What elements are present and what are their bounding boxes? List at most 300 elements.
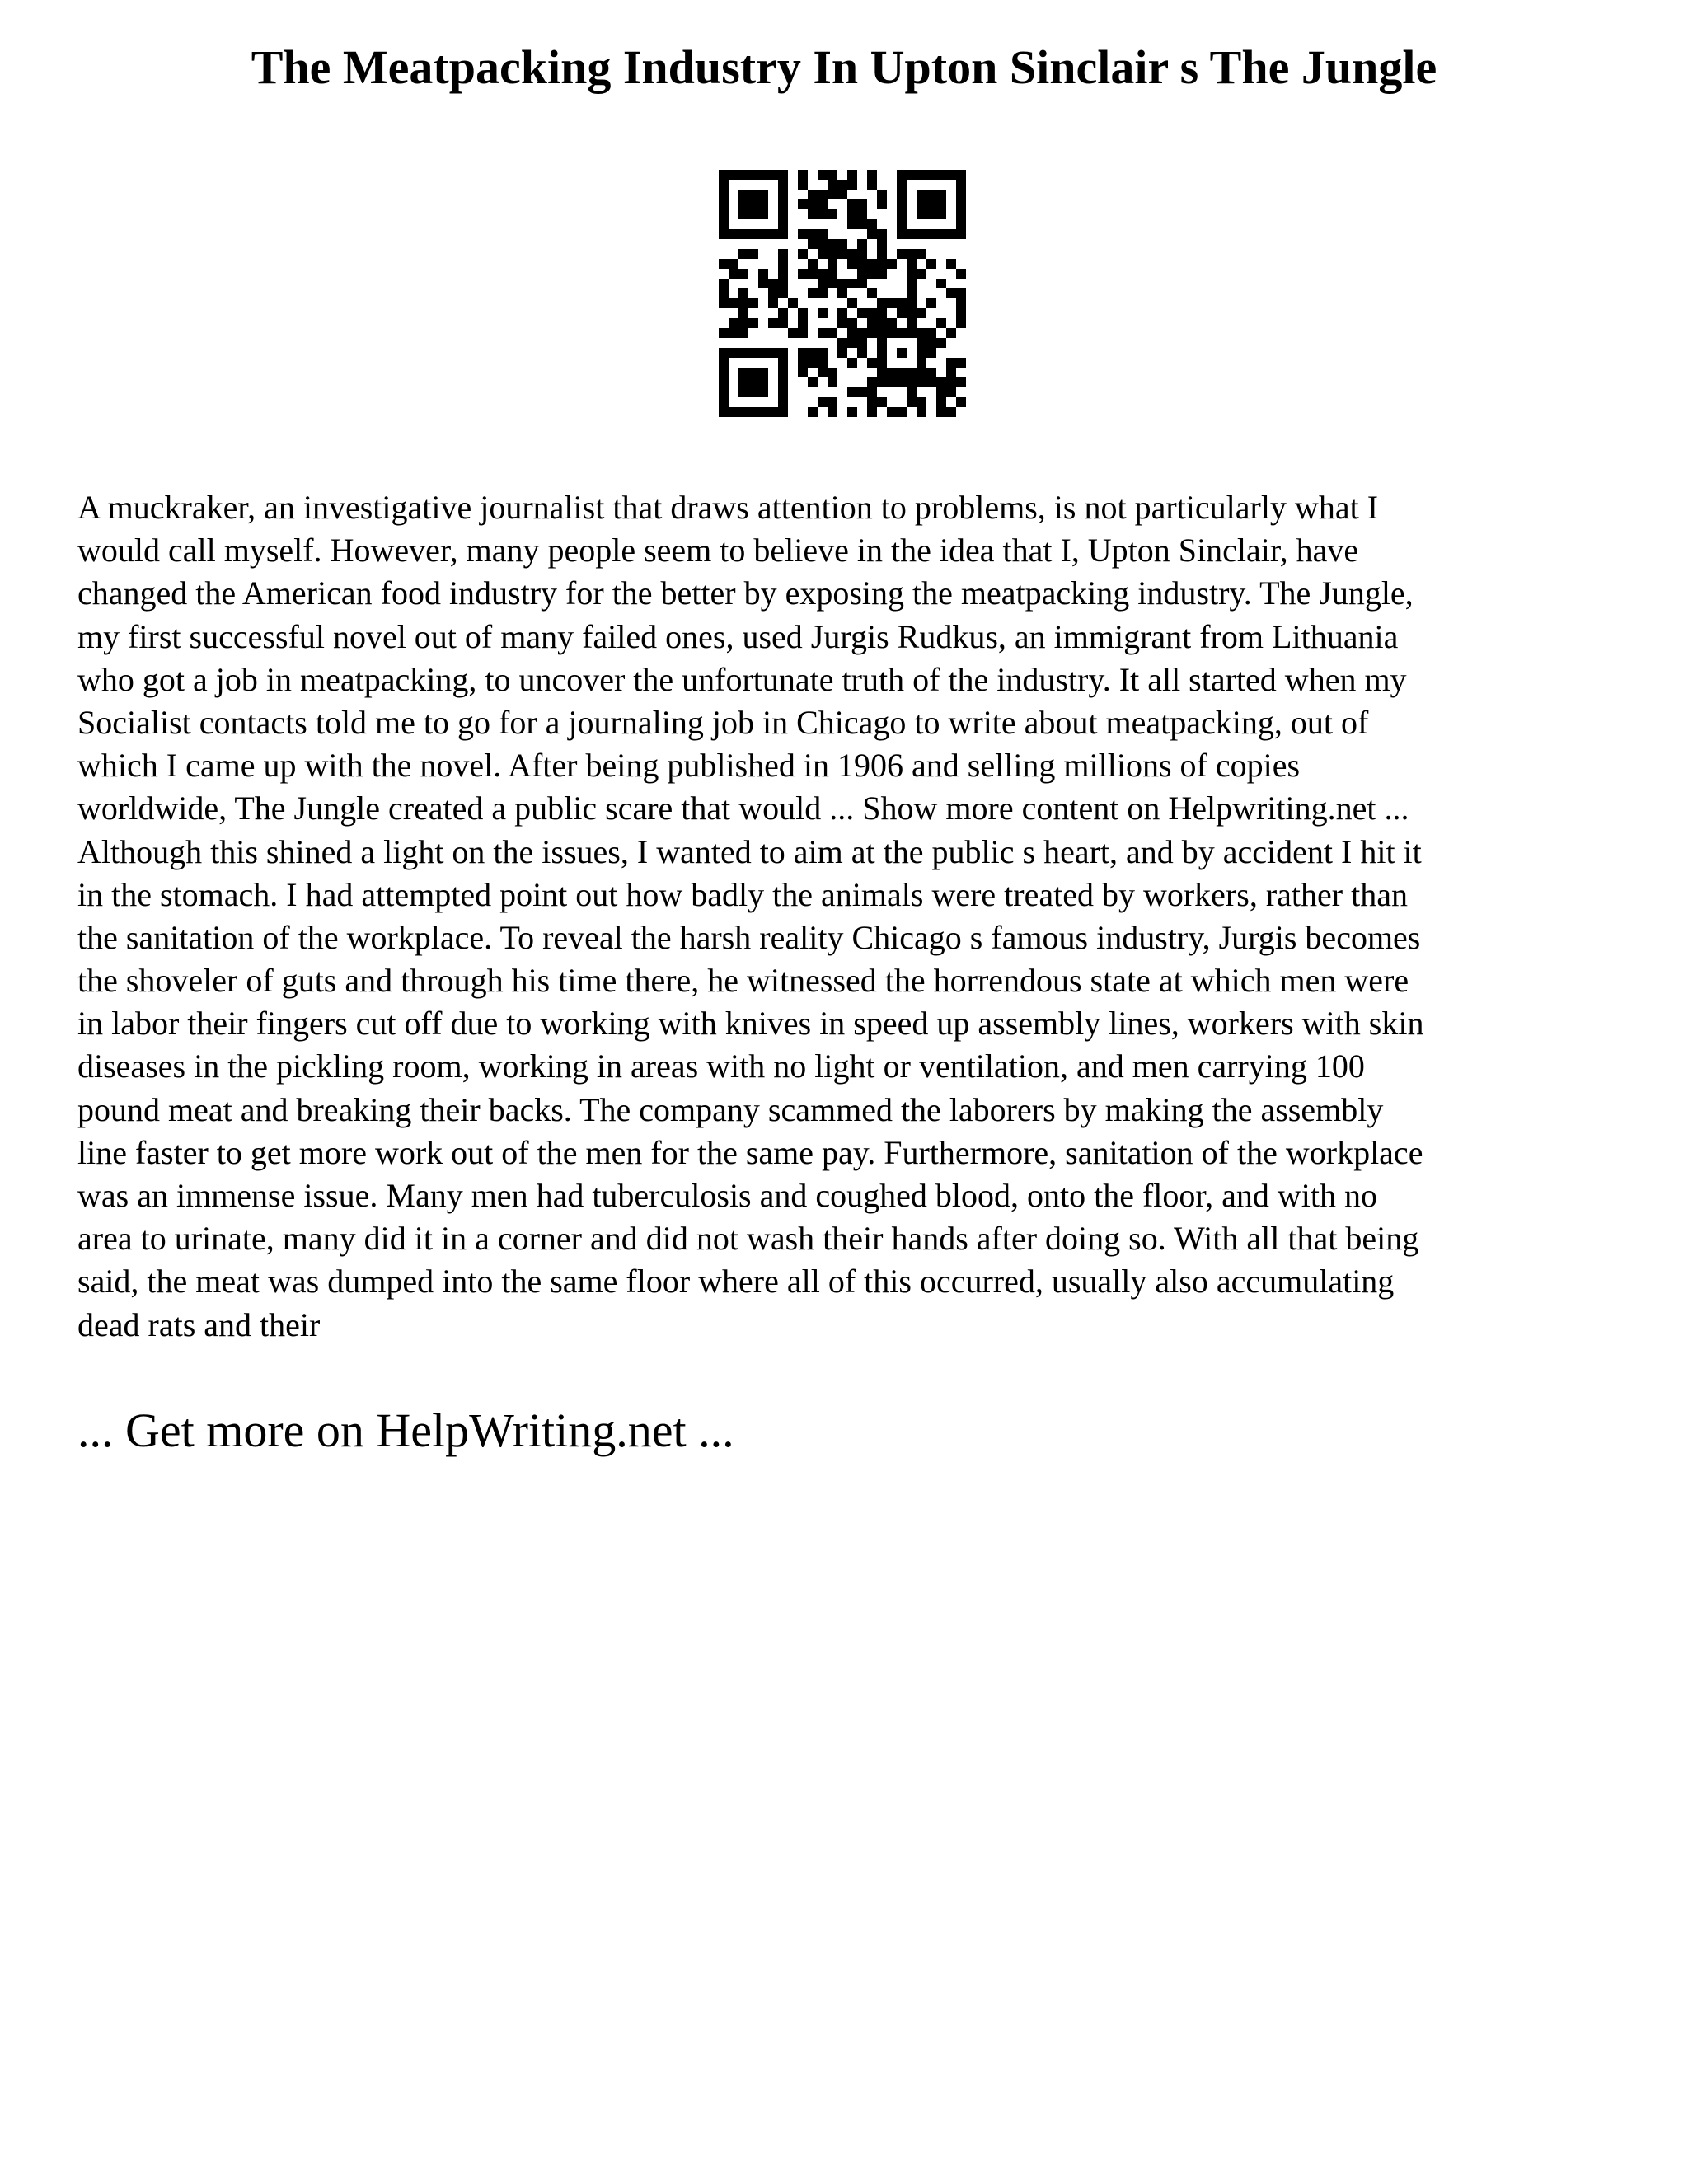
qr-module bbox=[738, 368, 748, 377]
qr-module bbox=[798, 358, 808, 368]
qr-module bbox=[956, 209, 966, 219]
qr-module bbox=[897, 348, 907, 358]
qr-module bbox=[758, 387, 768, 397]
qr-module bbox=[818, 190, 828, 199]
qr-module bbox=[877, 318, 887, 328]
qr-module bbox=[956, 269, 966, 279]
qr-module bbox=[956, 229, 966, 239]
qr-module bbox=[887, 407, 897, 417]
qr-module bbox=[936, 407, 946, 417]
qr-module bbox=[758, 377, 768, 387]
qr-module bbox=[719, 259, 729, 269]
qr-module bbox=[719, 279, 729, 288]
qr-module bbox=[867, 170, 877, 180]
qr-module bbox=[748, 249, 758, 259]
qr-module bbox=[956, 219, 966, 229]
qr-module bbox=[818, 308, 828, 318]
qr-module bbox=[778, 170, 788, 180]
qr-module bbox=[758, 269, 768, 279]
body-line: Socialist contacts told me to go for a journaling job in Chicago to write about meatpacking, out of bbox=[77, 703, 1369, 741]
qr-module bbox=[837, 279, 847, 288]
body-line: line faster to get more work out of the men for the same pay. Furthermore, sanitation of the workplace bbox=[77, 1133, 1423, 1171]
qr-module bbox=[828, 377, 837, 387]
qr-module bbox=[818, 288, 828, 298]
qr-module bbox=[926, 298, 936, 308]
qr-module bbox=[828, 180, 837, 190]
qr-module bbox=[857, 308, 867, 318]
qr-module bbox=[828, 249, 837, 259]
qr-module bbox=[867, 229, 877, 239]
qr-module bbox=[808, 358, 818, 368]
qr-module bbox=[946, 368, 956, 377]
qr-module bbox=[778, 199, 788, 209]
qr-module bbox=[798, 170, 808, 180]
qr-module bbox=[956, 170, 966, 180]
qr-module bbox=[887, 318, 897, 328]
qr-module bbox=[887, 259, 897, 269]
qr-module bbox=[907, 259, 917, 269]
qr-module bbox=[936, 170, 946, 180]
qr-module bbox=[847, 199, 857, 209]
body-line: diseases in the pickling room, working in areas with no light or ventilation, and men carrying 100 bbox=[77, 1047, 1365, 1085]
qr-module bbox=[867, 397, 877, 407]
qr-module bbox=[917, 249, 926, 259]
qr-module bbox=[857, 199, 867, 209]
qr-module bbox=[857, 209, 867, 219]
qr-module bbox=[788, 328, 798, 338]
qr-module bbox=[877, 348, 887, 358]
qr-module bbox=[808, 229, 818, 239]
qr-module bbox=[917, 308, 926, 318]
qr-module bbox=[778, 288, 788, 298]
qr-module bbox=[926, 328, 936, 338]
qr-module bbox=[828, 259, 837, 269]
qr-module bbox=[956, 199, 966, 209]
qr-module bbox=[936, 318, 946, 328]
qr-module bbox=[917, 397, 926, 407]
qr-module bbox=[897, 190, 907, 199]
qr-module bbox=[917, 229, 926, 239]
qr-module bbox=[778, 269, 788, 279]
qr-module bbox=[808, 377, 818, 387]
qr-module bbox=[768, 229, 778, 239]
qr-module bbox=[926, 190, 936, 199]
qr-module bbox=[808, 259, 818, 269]
qr-module bbox=[738, 318, 748, 328]
qr-module bbox=[738, 308, 748, 318]
qr-module bbox=[748, 368, 758, 377]
qr-module bbox=[907, 269, 917, 279]
qr-module bbox=[818, 199, 828, 209]
qr-module bbox=[946, 377, 956, 387]
qr-module bbox=[917, 407, 926, 417]
qr-module bbox=[719, 229, 729, 239]
qr-module bbox=[926, 199, 936, 209]
qr-module bbox=[936, 199, 946, 209]
qr-module bbox=[758, 368, 768, 377]
qr-module bbox=[926, 368, 936, 377]
body-line: area to urinate, many did it in a corner and did not wash their hands after doing so. With all that being bbox=[77, 1220, 1419, 1258]
body-line: pound meat and breaking their backs. The company scammed the laborers by making the assembly bbox=[77, 1090, 1384, 1128]
qr-module bbox=[729, 298, 738, 308]
qr-module bbox=[798, 308, 808, 318]
qr-module bbox=[917, 358, 926, 368]
qr-module bbox=[729, 407, 738, 417]
qr-module bbox=[778, 229, 788, 239]
qr-module bbox=[867, 269, 877, 279]
qr-module bbox=[738, 377, 748, 387]
qr-module bbox=[719, 190, 729, 199]
qr-module bbox=[867, 328, 877, 338]
qr-module bbox=[719, 199, 729, 209]
qr-module bbox=[926, 348, 936, 358]
qr-module bbox=[917, 377, 926, 387]
qr-module bbox=[847, 170, 857, 180]
qr-module bbox=[828, 328, 837, 338]
qr-module bbox=[926, 209, 936, 219]
qr-module bbox=[729, 269, 738, 279]
qr-module bbox=[867, 180, 877, 190]
qr-module bbox=[917, 348, 926, 358]
qr-module bbox=[956, 397, 966, 407]
qr-module bbox=[847, 338, 857, 348]
qr-module bbox=[877, 190, 887, 199]
qr-module bbox=[897, 368, 907, 377]
qr-module bbox=[907, 318, 917, 328]
qr-module bbox=[768, 279, 778, 288]
qr-module bbox=[738, 209, 748, 219]
qr-module bbox=[719, 328, 729, 338]
qr-module bbox=[946, 170, 956, 180]
qr-module bbox=[719, 298, 729, 308]
qr-module bbox=[907, 170, 917, 180]
qr-module bbox=[867, 387, 877, 397]
qr-module bbox=[907, 397, 917, 407]
qr-module bbox=[956, 308, 966, 318]
qr-module bbox=[907, 308, 917, 318]
qr-module bbox=[729, 328, 738, 338]
qr-module bbox=[956, 377, 966, 387]
body-line: the shoveler of guts and through his time there, he witnessed the horrendous state at which men were bbox=[77, 962, 1409, 1000]
qr-module bbox=[847, 318, 857, 328]
qr-module bbox=[808, 269, 818, 279]
qr-module bbox=[897, 219, 907, 229]
qr-module bbox=[936, 377, 946, 387]
qr-module bbox=[738, 288, 748, 298]
qr-module bbox=[847, 219, 857, 229]
qr-module bbox=[778, 407, 788, 417]
qr-module bbox=[837, 348, 847, 358]
qr-module bbox=[808, 199, 818, 209]
qr-module bbox=[897, 377, 907, 387]
qr-module bbox=[748, 229, 758, 239]
qr-module bbox=[738, 249, 748, 259]
qr-module bbox=[808, 288, 818, 298]
qr-module bbox=[867, 288, 877, 298]
qr-module bbox=[778, 279, 788, 288]
qr-module bbox=[748, 318, 758, 328]
qr-module bbox=[907, 368, 917, 377]
qr-module bbox=[788, 298, 798, 308]
qr-module bbox=[738, 199, 748, 209]
qr-module bbox=[778, 190, 788, 199]
qr-module bbox=[748, 170, 758, 180]
body-line: who got a job in meatpacking, to uncover the unfortunate truth of the industry. It all started when my bbox=[77, 660, 1407, 698]
body-line: said, the meat was dumped into the same floor where all of this occurred, usually also accumulating bbox=[77, 1263, 1395, 1301]
qr-module bbox=[719, 397, 729, 407]
qr-module bbox=[926, 229, 936, 239]
qr-module bbox=[857, 239, 867, 249]
qr-module bbox=[729, 348, 738, 358]
qr-module bbox=[758, 407, 768, 417]
qr-module bbox=[798, 368, 808, 377]
qr-module bbox=[917, 328, 926, 338]
qr-module bbox=[729, 318, 738, 328]
qr-module bbox=[798, 318, 808, 328]
qr-module bbox=[907, 377, 917, 387]
qr-module bbox=[738, 269, 748, 279]
body-line: my first successful novel out of many failed ones, used Jurgis Rudkus, an immigrant from Lithuania bbox=[77, 617, 1399, 655]
qr-module bbox=[847, 358, 857, 368]
qr-module bbox=[778, 209, 788, 219]
qr-module bbox=[798, 348, 808, 358]
qr-module bbox=[897, 249, 907, 259]
qr-module bbox=[917, 269, 926, 279]
qr-module bbox=[917, 199, 926, 209]
qr-module bbox=[837, 308, 847, 318]
qr-module bbox=[877, 298, 887, 308]
qr-module bbox=[729, 259, 738, 269]
qr-module bbox=[768, 318, 778, 328]
qr-module bbox=[887, 377, 897, 387]
qr-module bbox=[738, 407, 748, 417]
qr-module bbox=[936, 229, 946, 239]
qr-module bbox=[877, 368, 887, 377]
qr-module bbox=[837, 190, 847, 199]
qr-module bbox=[897, 308, 907, 318]
qr-module bbox=[818, 209, 828, 219]
qr-module bbox=[748, 407, 758, 417]
qr-module bbox=[917, 190, 926, 199]
qr-module bbox=[897, 328, 907, 338]
qr-module bbox=[956, 318, 966, 328]
qr-module bbox=[818, 328, 828, 338]
body-line: changed the American food industry for the better by exposing the meatpacking industry. The Jungle, bbox=[77, 574, 1414, 612]
qr-module bbox=[758, 190, 768, 199]
qr-module bbox=[877, 308, 887, 318]
qr-module bbox=[847, 259, 857, 269]
qr-module bbox=[778, 318, 788, 328]
qr-module bbox=[877, 269, 887, 279]
qr-module bbox=[877, 259, 887, 269]
qr-module bbox=[907, 249, 917, 259]
qr-module bbox=[877, 377, 887, 387]
body-line: dead rats and their bbox=[77, 1305, 321, 1343]
qr-module bbox=[897, 298, 907, 308]
qr-module bbox=[936, 387, 946, 397]
qr-module bbox=[857, 219, 867, 229]
body-line: Although this shined a light on the issues, I wanted to aim at the public s heart, and by accident I hit it bbox=[77, 832, 1422, 870]
qr-module bbox=[719, 219, 729, 229]
qr-module bbox=[808, 348, 818, 358]
qr-module bbox=[818, 239, 828, 249]
qr-module bbox=[956, 190, 966, 199]
qr-module bbox=[857, 387, 867, 397]
body-line: A muckraker, an investigative journalist that draws attention to problems, is not particularly what I bbox=[77, 489, 1379, 526]
qr-module bbox=[778, 219, 788, 229]
qr-module bbox=[748, 199, 758, 209]
qr-module bbox=[719, 368, 729, 377]
qr-module bbox=[828, 170, 837, 180]
qr-module bbox=[748, 190, 758, 199]
qr-module bbox=[719, 170, 729, 180]
qr-module bbox=[867, 407, 877, 417]
qr-module bbox=[837, 288, 847, 298]
qr-module bbox=[917, 209, 926, 219]
qr-module bbox=[837, 338, 847, 348]
qr-module bbox=[917, 338, 926, 348]
qr-module bbox=[857, 249, 867, 259]
qr-module bbox=[887, 328, 897, 338]
qr-module bbox=[808, 407, 818, 417]
get-more-link[interactable]: ... Get more on HelpWriting.net ... bbox=[77, 1404, 734, 1457]
qr-module bbox=[828, 397, 837, 407]
qr-module bbox=[877, 338, 887, 348]
qr-module bbox=[847, 249, 857, 259]
qr-module bbox=[738, 229, 748, 239]
qr-module bbox=[907, 229, 917, 239]
qr-module bbox=[936, 209, 946, 219]
qr-module bbox=[877, 397, 887, 407]
qr-module bbox=[828, 190, 837, 199]
qr-module bbox=[926, 170, 936, 180]
qr-module bbox=[818, 368, 828, 377]
qr-module bbox=[877, 229, 887, 239]
qr-module bbox=[818, 249, 828, 259]
qr-module bbox=[877, 358, 887, 368]
qr-module bbox=[867, 377, 877, 387]
qr-module bbox=[798, 249, 808, 259]
qr-module bbox=[857, 279, 867, 288]
qr-module bbox=[907, 328, 917, 338]
qr-module bbox=[798, 269, 808, 279]
qr-module bbox=[798, 199, 808, 209]
qr-module bbox=[808, 209, 818, 219]
qr-module bbox=[857, 259, 867, 269]
qr-module bbox=[837, 180, 847, 190]
qr-module bbox=[778, 377, 788, 387]
qr-module bbox=[847, 209, 857, 219]
qr-module bbox=[748, 298, 758, 308]
qr-module bbox=[867, 358, 877, 368]
qr-module bbox=[897, 170, 907, 180]
qr-module bbox=[877, 249, 887, 259]
qr-module bbox=[877, 328, 887, 338]
body-line: in the stomach. I had attempted point out how badly the animals were treated by workers, rather than bbox=[77, 875, 1408, 913]
qr-module bbox=[719, 348, 729, 358]
qr-module bbox=[867, 219, 877, 229]
article-body bbox=[77, 486, 1627, 1347]
qr-module bbox=[748, 387, 758, 397]
qr-module bbox=[847, 298, 857, 308]
qr-module bbox=[778, 387, 788, 397]
qr-module bbox=[778, 308, 788, 318]
qr-module bbox=[818, 279, 828, 288]
qr-module bbox=[758, 348, 768, 358]
qr-module bbox=[828, 269, 837, 279]
qr-module bbox=[738, 298, 748, 308]
qr-module bbox=[907, 387, 917, 397]
qr-module bbox=[768, 170, 778, 180]
qr-module bbox=[818, 269, 828, 279]
qr-code-icon[interactable] bbox=[719, 170, 966, 417]
qr-module bbox=[917, 368, 926, 377]
qr-module bbox=[768, 407, 778, 417]
qr-module bbox=[828, 209, 837, 219]
qr-module bbox=[867, 259, 877, 269]
qr-module bbox=[956, 180, 966, 190]
qr-module bbox=[887, 298, 897, 308]
qr-module bbox=[758, 199, 768, 209]
qr-module bbox=[867, 318, 877, 328]
qr-module bbox=[946, 288, 956, 298]
qr-module bbox=[768, 298, 778, 308]
qr-module bbox=[778, 397, 788, 407]
qr-module bbox=[837, 239, 847, 249]
qr-module bbox=[778, 348, 788, 358]
qr-module bbox=[897, 209, 907, 219]
body-line: which I came up with the novel. After being published in 1906 and selling millions of copies bbox=[77, 747, 1301, 785]
qr-module bbox=[936, 279, 946, 288]
qr-module bbox=[719, 209, 729, 219]
qr-module bbox=[808, 190, 818, 199]
qr-module bbox=[729, 229, 738, 239]
qr-module bbox=[818, 397, 828, 407]
qr-module bbox=[738, 170, 748, 180]
qr-module bbox=[828, 407, 837, 417]
qr-module bbox=[758, 209, 768, 219]
body-line: was an immense issue. Many men had tuberculosis and coughed blood, onto the floor, and with no bbox=[77, 1177, 1377, 1214]
qr-module bbox=[917, 170, 926, 180]
qr-module bbox=[857, 348, 867, 358]
qr-module bbox=[877, 239, 887, 249]
qr-module bbox=[926, 338, 936, 348]
qr-module bbox=[857, 328, 867, 338]
qr-module bbox=[907, 288, 917, 298]
qr-module bbox=[738, 348, 748, 358]
qr-module bbox=[847, 279, 857, 288]
qr-module bbox=[857, 338, 867, 348]
qr-module bbox=[818, 170, 828, 180]
qr-module bbox=[946, 259, 956, 269]
qr-module bbox=[946, 229, 956, 239]
qr-module bbox=[956, 288, 966, 298]
qr-module bbox=[768, 288, 778, 298]
qr-module bbox=[719, 377, 729, 387]
qr-module bbox=[956, 298, 966, 308]
qr-module bbox=[748, 377, 758, 387]
qr-module bbox=[758, 229, 768, 239]
qr-module bbox=[719, 180, 729, 190]
qr-module bbox=[897, 407, 907, 417]
qr-module bbox=[768, 348, 778, 358]
qr-module bbox=[926, 259, 936, 269]
qr-module bbox=[837, 249, 847, 259]
qr-module bbox=[936, 338, 946, 348]
qr-module bbox=[808, 239, 818, 249]
qr-module bbox=[857, 269, 867, 279]
qr-module bbox=[936, 397, 946, 407]
